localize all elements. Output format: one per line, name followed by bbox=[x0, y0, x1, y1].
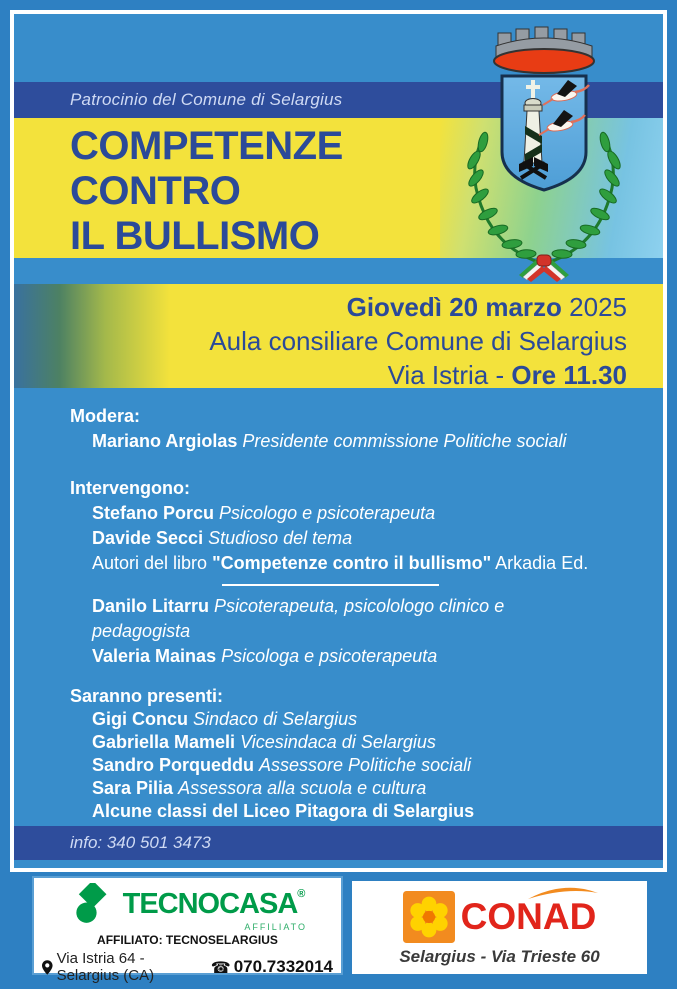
speaker-row: Davide Secci Studioso del tema bbox=[92, 528, 353, 548]
book-authors-row: Autori del libro "Competenze contro il bullismo" Arkadia Ed. bbox=[92, 553, 589, 573]
speaker-row: Danilo Litarru Psicoterapeuta, psicolologo clinico e pedagogista bbox=[92, 596, 505, 641]
conad-address: Selargius - Via Trieste 60 bbox=[399, 946, 600, 966]
title-line-2: CONTRO bbox=[70, 169, 241, 213]
title-line-3: IL BULLISMO bbox=[70, 214, 320, 258]
title-line-1: COMPETENZE bbox=[70, 124, 343, 168]
guests-block bbox=[70, 685, 633, 823]
event-details-band bbox=[14, 284, 663, 388]
info-band bbox=[14, 826, 663, 860]
conad-flower-icon bbox=[403, 891, 455, 943]
phone-icon: ☎ bbox=[210, 957, 231, 977]
poster-body bbox=[14, 14, 663, 868]
guest-row: Sara Pilia Assessora alla scuola e cultura bbox=[92, 778, 427, 798]
location-pin-icon bbox=[42, 959, 53, 976]
guest-row: Sandro Porqueddu Assessore Politiche sociali bbox=[92, 755, 472, 775]
classes-row: Alcune classi del Liceo Pitagora di Selargius bbox=[92, 801, 475, 821]
section-divider bbox=[222, 584, 439, 586]
tecnocasa-wordmark: TECNOCASA® bbox=[122, 887, 305, 920]
event-date: Giovedì 20 marzo 2025 bbox=[346, 292, 627, 322]
tecnocasa-affiliato-small: AFFILIATO bbox=[244, 922, 307, 932]
conad-logo bbox=[403, 889, 597, 945]
info-phone: info: 340 501 3473 bbox=[70, 833, 211, 852]
modera-label: Modera: bbox=[70, 406, 141, 426]
tecnocasa-house-icon bbox=[71, 883, 115, 925]
shield-icon bbox=[502, 76, 589, 190]
tecnocasa-address: Via Istria 64 - Selargius (CA) bbox=[42, 950, 211, 984]
tecnocasa-logo bbox=[40, 882, 335, 926]
conad-swoosh-icon bbox=[526, 886, 600, 900]
poster-frame bbox=[10, 10, 667, 872]
conad-wordmark: CONAD bbox=[461, 896, 597, 938]
mural-crown-icon bbox=[494, 27, 594, 73]
event-time: Via Istria - Ore 11.30 bbox=[387, 360, 627, 390]
speaker-row: Valeria Mainas Psicologa e psicoterapeuta bbox=[92, 646, 438, 666]
sponsor-box-tecnocasa bbox=[32, 876, 343, 984]
event-venue: Aula consiliare Comune di Selargius bbox=[209, 326, 627, 356]
program-section bbox=[14, 388, 663, 823]
speaker-row: Stefano Porcu Psicologo e psicoterapeuta bbox=[92, 503, 436, 523]
presenti-label: Saranno presenti: bbox=[70, 686, 224, 706]
patrocinio-text: Patrocinio del Comune di Selargius bbox=[70, 90, 343, 109]
tecnocasa-phone: ☎ 070.7332014 bbox=[210, 957, 333, 977]
title-box bbox=[14, 118, 440, 258]
moderator-row: Mariano Argiolas Presidente commissione Politiche sociali bbox=[92, 431, 567, 451]
tecnocasa-affiliato-line: AFFILIATO: TECNOSELARGIUS bbox=[97, 933, 278, 947]
selargius-coat-of-arms-icon bbox=[436, 20, 652, 282]
tricolor-ribbon-icon bbox=[519, 255, 569, 282]
sponsor-box-conad bbox=[349, 878, 650, 977]
tecnocasa-contact-row bbox=[40, 950, 335, 984]
intervengono-label: Intervengono: bbox=[70, 478, 190, 498]
guest-row: Gabriella Mameli Vicesindaca di Selargius bbox=[92, 732, 436, 752]
guest-row: Gigi Concu Sindaco di Selargius bbox=[92, 709, 358, 729]
page-title bbox=[70, 124, 440, 259]
